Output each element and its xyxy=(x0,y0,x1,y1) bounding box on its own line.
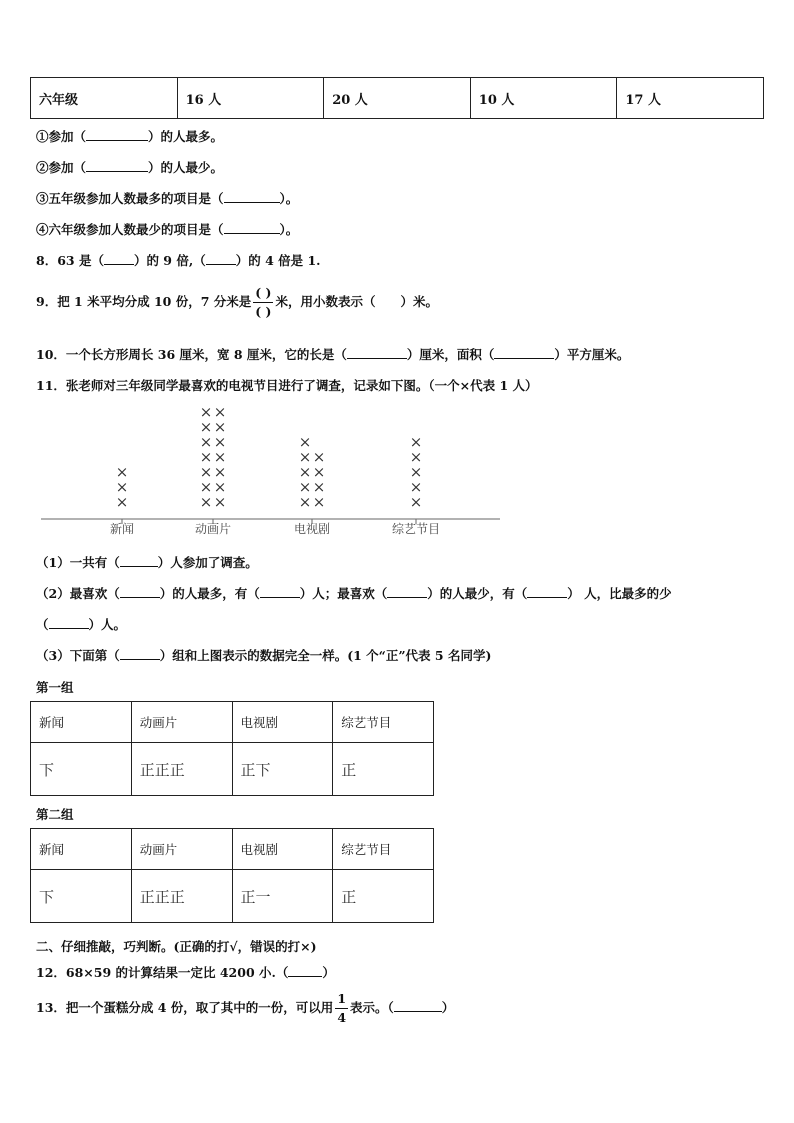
group2-label: 第二组 xyxy=(36,807,74,822)
tally-mark: × xyxy=(115,493,129,511)
tally-mark: × xyxy=(199,403,213,421)
q7-sub1: ①参加（ ）的人最多。 xyxy=(36,129,224,144)
tally-mark: × xyxy=(409,463,423,481)
q11-sub1: （1）一共有（ ）人参加了调查。 xyxy=(36,555,258,570)
group1-table xyxy=(30,701,434,796)
table-header: 新闻 xyxy=(31,702,132,743)
tally-chart xyxy=(0,400,520,540)
answer-blank[interactable] xyxy=(527,597,567,598)
question-8: 8．63 是（ ）的 9 倍,（ ）的 4 倍是 1. xyxy=(36,253,321,268)
table-cell: 六年级 xyxy=(31,78,178,119)
question-9: 9．把 1 米平均分成 10 份，7 分米是 $\frac{( )}{( )}$ 米，用小数表示（ ）米。 xyxy=(36,285,438,319)
tally-mark: × xyxy=(213,418,227,436)
tally-mark: × xyxy=(115,478,129,496)
question-11-title: 11．张老师对三年级同学最喜欢的电视节目进行了调查，记录如下图。（一个×代表 1 人） xyxy=(36,378,538,393)
tally-mark: × xyxy=(213,463,227,481)
answer-blank[interactable] xyxy=(120,659,160,660)
table-header: 电视剧 xyxy=(232,829,333,870)
table-row xyxy=(31,702,434,743)
table-row xyxy=(31,829,434,870)
answer-blank[interactable] xyxy=(387,597,427,598)
tick-label: 综艺节目 xyxy=(391,522,441,536)
q11-sub2-cont: （ ）人。 xyxy=(36,617,127,632)
answer-blank[interactable] xyxy=(86,171,148,172)
tally-mark: × xyxy=(213,493,227,511)
tally-mark: × xyxy=(298,433,312,451)
q7-sub3: ③五年级参加人数最多的项目是（ ）。 xyxy=(36,191,299,206)
tick-label: 新闻 xyxy=(109,522,135,536)
answer-blank[interactable] xyxy=(394,1011,442,1012)
answer-blank[interactable] xyxy=(224,202,280,203)
tally-mark: × xyxy=(199,478,213,496)
answer-blank[interactable] xyxy=(347,358,407,359)
tally-mark: × xyxy=(298,493,312,511)
answer-blank[interactable] xyxy=(494,358,554,359)
fraction: $\frac{1}{4}$ xyxy=(337,991,347,1025)
tally-mark: × xyxy=(409,493,423,511)
tally-cell: 正 xyxy=(333,743,434,796)
table-cell: 10 人 xyxy=(470,78,617,119)
tally-mark: × xyxy=(409,478,423,496)
tally-mark: × xyxy=(213,448,227,466)
table-header: 新闻 xyxy=(31,829,132,870)
tally-mark: × xyxy=(298,448,312,466)
tally-mark: × xyxy=(298,463,312,481)
q7-sub2: ②参加（ ）的人最少。 xyxy=(36,160,224,175)
tally-mark: × xyxy=(213,403,227,421)
table-cell: 16 人 xyxy=(177,78,324,119)
section-heading: 二、仔细推敲，巧判断。(正确的打√，错误的打×) xyxy=(36,939,317,954)
tally-mark: × xyxy=(409,448,423,466)
answer-blank[interactable] xyxy=(120,566,158,567)
tally-mark: × xyxy=(213,478,227,496)
tally-cell: 正下 xyxy=(232,743,333,796)
tally-cell: 下 xyxy=(31,743,132,796)
tally-cell: 下 xyxy=(31,870,132,923)
table-cell: 17 人 xyxy=(617,78,764,119)
table-cell: 20 人 xyxy=(324,78,471,119)
tally-mark: × xyxy=(199,493,213,511)
group2-table xyxy=(30,828,434,923)
question-12: 12．68×59 的计算结果一定比 4200 小.（ ） xyxy=(36,965,335,980)
tally-mark: × xyxy=(298,478,312,496)
table-header: 动画片 xyxy=(131,829,232,870)
tally-cell: 正一 xyxy=(232,870,333,923)
answer-blank[interactable] xyxy=(288,976,322,977)
tally-mark: × xyxy=(312,463,326,481)
tally-cell: 正正正 xyxy=(131,870,232,923)
question-10: 10．一个长方形周长 36 厘米，宽 8 厘米，它的长是（ ）厘米，面积（ ）平方厘米。 xyxy=(36,347,630,362)
table-row xyxy=(31,743,434,796)
tally-mark: × xyxy=(199,448,213,466)
table-header: 综艺节目 xyxy=(333,702,434,743)
q11-sub3: （3）下面第（ ）组和上图表示的数据完全一样。(1 个“正”代表 5 名同学) xyxy=(36,648,492,663)
q7-sub4: ④六年级参加人数最少的项目是（ ）。 xyxy=(36,222,299,237)
table-row xyxy=(31,78,764,119)
tally-mark: × xyxy=(199,463,213,481)
question-13: 13．把一个蛋糕分成 4 份，取了其中的一份，可以用 $\frac{1}{4}$ 表示。（ ） xyxy=(36,991,455,1025)
grade-table xyxy=(30,77,764,119)
tally-mark: × xyxy=(409,433,423,451)
tally-mark: × xyxy=(199,433,213,451)
tally-mark: × xyxy=(115,463,129,481)
answer-blank[interactable] xyxy=(260,597,300,598)
answer-blank[interactable] xyxy=(104,264,134,265)
tally-mark: × xyxy=(312,478,326,496)
tally-cell: 正正正 xyxy=(131,743,232,796)
tick-label: 电视剧 xyxy=(293,522,331,536)
tally-cell: 正 xyxy=(333,870,434,923)
fraction: $\frac{( )}{( )}$ xyxy=(255,285,272,319)
group1-label: 第一组 xyxy=(36,680,74,695)
answer-blank[interactable] xyxy=(206,264,236,265)
tick-label: 动画片 xyxy=(194,522,232,536)
table-row xyxy=(31,870,434,923)
tally-mark: × xyxy=(312,448,326,466)
table-header: 动画片 xyxy=(131,702,232,743)
table-header: 电视剧 xyxy=(232,702,333,743)
table-header: 综艺节目 xyxy=(333,829,434,870)
tally-mark: × xyxy=(213,433,227,451)
answer-blank[interactable] xyxy=(120,597,160,598)
tally-mark: × xyxy=(199,418,213,436)
answer-blank[interactable] xyxy=(49,628,89,629)
answer-blank[interactable] xyxy=(224,233,280,234)
q11-sub2: （2）最喜欢（ ）的人最多，有（ ）人；最喜欢（ ）的人最少，有（ ） 人，比最多的少 xyxy=(36,586,672,601)
answer-blank[interactable] xyxy=(86,140,148,141)
tally-mark: × xyxy=(312,493,326,511)
